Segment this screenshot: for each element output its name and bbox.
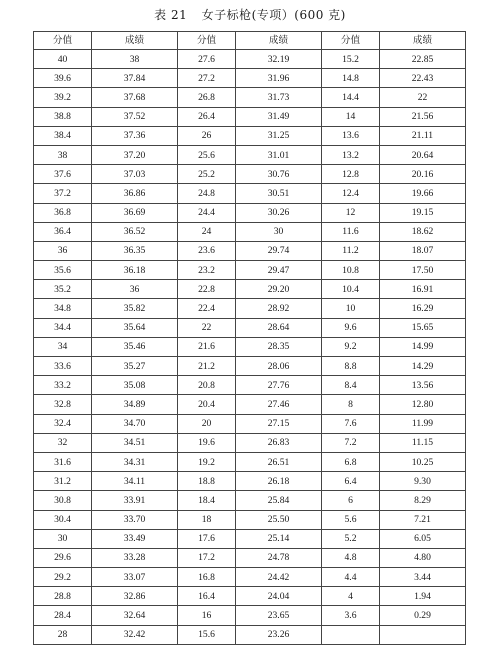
result-cell: 15.65 — [380, 318, 466, 337]
result-cell: 22.43 — [380, 69, 466, 88]
result-cell — [380, 625, 466, 644]
score-cell: 11.6 — [322, 222, 380, 241]
table-row — [34, 452, 466, 471]
result-cell: 31.01 — [236, 145, 322, 164]
result-cell: 32.19 — [236, 50, 322, 69]
score-cell: 22.4 — [178, 299, 236, 318]
score-cell: 38 — [34, 145, 92, 164]
result-cell: 34.11 — [92, 472, 178, 491]
score-cell: 26.8 — [178, 88, 236, 107]
result-cell: 10.25 — [380, 452, 466, 471]
result-cell: 36.86 — [92, 184, 178, 203]
score-cell: 39.6 — [34, 69, 92, 88]
result-cell: 21.11 — [380, 126, 466, 145]
result-cell: 31.25 — [236, 126, 322, 145]
score-cell: 33.6 — [34, 357, 92, 376]
result-cell: 25.50 — [236, 510, 322, 529]
score-cell: 27.2 — [178, 69, 236, 88]
score-cell: 30.8 — [34, 491, 92, 510]
score-cell: 31.2 — [34, 472, 92, 491]
result-cell: 30.76 — [236, 165, 322, 184]
result-cell: 35.27 — [92, 357, 178, 376]
score-cell: 24.8 — [178, 184, 236, 203]
score-cell: 24.4 — [178, 203, 236, 222]
score-cell: 18 — [178, 510, 236, 529]
score-cell: 7.2 — [322, 433, 380, 452]
result-cell: 19.66 — [380, 184, 466, 203]
result-cell: 18.62 — [380, 222, 466, 241]
result-cell: 18.07 — [380, 241, 466, 260]
score-cell: 30.4 — [34, 510, 92, 529]
result-cell: 33.49 — [92, 529, 178, 548]
score-cell: 6 — [322, 491, 380, 510]
score-cell: 20.4 — [178, 395, 236, 414]
score-cell: 28.4 — [34, 606, 92, 625]
result-cell: 31.96 — [236, 69, 322, 88]
result-cell: 35.08 — [92, 376, 178, 395]
score-cell: 9.6 — [322, 318, 380, 337]
score-cell: 34.4 — [34, 318, 92, 337]
score-cell: 21.2 — [178, 357, 236, 376]
score-cell: 10.8 — [322, 261, 380, 280]
score-cell: 4 — [322, 587, 380, 606]
result-cell: 36 — [92, 280, 178, 299]
result-cell: 20.64 — [380, 145, 466, 164]
score-cell: 4.4 — [322, 568, 380, 587]
result-cell: 6.05 — [380, 529, 466, 548]
result-cell: 34.89 — [92, 395, 178, 414]
score-cell: 4.8 — [322, 548, 380, 567]
score-cell: 36 — [34, 241, 92, 260]
score-cell — [322, 625, 380, 644]
table-row — [34, 203, 466, 222]
result-cell: 33.70 — [92, 510, 178, 529]
table-row — [34, 261, 466, 280]
score-cell: 20.8 — [178, 376, 236, 395]
score-cell: 38.4 — [34, 126, 92, 145]
header-score: 分值 — [34, 32, 92, 50]
table-row — [34, 587, 466, 606]
result-cell: 37.20 — [92, 145, 178, 164]
score-cell: 36.4 — [34, 222, 92, 241]
table-row — [34, 433, 466, 452]
table-row — [34, 69, 466, 88]
table-row — [34, 472, 466, 491]
score-cell: 12.4 — [322, 184, 380, 203]
score-cell: 24 — [178, 222, 236, 241]
score-cell: 27.6 — [178, 50, 236, 69]
table-row — [34, 107, 466, 126]
result-cell: 9.30 — [380, 472, 466, 491]
result-cell: 23.26 — [236, 625, 322, 644]
score-cell: 37.2 — [34, 184, 92, 203]
score-cell: 34 — [34, 337, 92, 356]
table-title-text: 女子标枪(专项）(600 克) — [201, 8, 346, 22]
score-cell: 25.2 — [178, 165, 236, 184]
result-cell: 33.91 — [92, 491, 178, 510]
result-cell: 28.06 — [236, 357, 322, 376]
result-cell: 27.15 — [236, 414, 322, 433]
score-cell: 36.8 — [34, 203, 92, 222]
table-row — [34, 222, 466, 241]
result-cell: 25.14 — [236, 529, 322, 548]
result-cell: 11.99 — [380, 414, 466, 433]
result-cell: 30.26 — [236, 203, 322, 222]
score-cell: 3.6 — [322, 606, 380, 625]
result-cell: 16.91 — [380, 280, 466, 299]
score-cell: 37.6 — [34, 165, 92, 184]
score-cell: 10.4 — [322, 280, 380, 299]
result-cell: 26.83 — [236, 433, 322, 452]
result-cell: 36.35 — [92, 241, 178, 260]
result-cell: 26.51 — [236, 452, 322, 471]
table-row — [34, 318, 466, 337]
table-body — [34, 50, 466, 645]
score-cell: 11.2 — [322, 241, 380, 260]
result-cell: 30.51 — [236, 184, 322, 203]
result-cell: 28.35 — [236, 337, 322, 356]
result-cell: 19.15 — [380, 203, 466, 222]
score-cell: 14.8 — [322, 69, 380, 88]
score-cell: 13.6 — [322, 126, 380, 145]
result-cell: 37.03 — [92, 165, 178, 184]
header-score: 分值 — [178, 32, 236, 50]
score-cell: 28 — [34, 625, 92, 644]
score-cell: 8.4 — [322, 376, 380, 395]
result-cell: 22.85 — [380, 50, 466, 69]
score-cell: 23.2 — [178, 261, 236, 280]
score-cell: 18.4 — [178, 491, 236, 510]
result-cell: 37.84 — [92, 69, 178, 88]
table-row — [34, 568, 466, 587]
result-cell: 34.51 — [92, 433, 178, 452]
result-cell: 29.47 — [236, 261, 322, 280]
result-cell: 23.65 — [236, 606, 322, 625]
result-cell: 28.64 — [236, 318, 322, 337]
score-cell: 32 — [34, 433, 92, 452]
result-cell: 35.64 — [92, 318, 178, 337]
score-cell: 12.8 — [322, 165, 380, 184]
result-cell: 16.29 — [380, 299, 466, 318]
score-cell: 16.8 — [178, 568, 236, 587]
result-cell: 34.70 — [92, 414, 178, 433]
score-cell: 40 — [34, 50, 92, 69]
result-cell: 13.56 — [380, 376, 466, 395]
result-cell: 37.36 — [92, 126, 178, 145]
score-cell: 30 — [34, 529, 92, 548]
page-title — [0, 6, 500, 23]
score-cell: 13.2 — [322, 145, 380, 164]
score-cell: 19.6 — [178, 433, 236, 452]
result-cell: 27.76 — [236, 376, 322, 395]
result-cell: 32.42 — [92, 625, 178, 644]
table-row — [34, 145, 466, 164]
result-cell: 36.69 — [92, 203, 178, 222]
result-cell: 20.16 — [380, 165, 466, 184]
score-cell: 17.2 — [178, 548, 236, 567]
result-cell: 38 — [92, 50, 178, 69]
result-cell: 29.20 — [236, 280, 322, 299]
result-cell: 33.28 — [92, 548, 178, 567]
score-cell: 26 — [178, 126, 236, 145]
table-row — [34, 50, 466, 69]
table-row — [34, 280, 466, 299]
score-cell: 32.8 — [34, 395, 92, 414]
header-result: 成绩 — [92, 32, 178, 50]
score-cell: 22.8 — [178, 280, 236, 299]
table-row — [34, 165, 466, 184]
score-cell: 9.2 — [322, 337, 380, 356]
score-cell: 17.6 — [178, 529, 236, 548]
header-score: 分值 — [322, 32, 380, 50]
table-row — [34, 88, 466, 107]
result-cell: 28.92 — [236, 299, 322, 318]
score-cell: 33.2 — [34, 376, 92, 395]
result-cell: 29.74 — [236, 241, 322, 260]
result-cell: 1.94 — [380, 587, 466, 606]
score-cell: 7.6 — [322, 414, 380, 433]
score-cell: 23.6 — [178, 241, 236, 260]
result-cell: 14.99 — [380, 337, 466, 356]
result-cell: 22 — [380, 88, 466, 107]
table-row — [34, 491, 466, 510]
result-cell: 30 — [236, 222, 322, 241]
result-cell: 3.44 — [380, 568, 466, 587]
table-number: 表 21 — [154, 8, 188, 22]
score-cell: 8.8 — [322, 357, 380, 376]
score-cell: 12 — [322, 203, 380, 222]
result-cell: 31.73 — [236, 88, 322, 107]
score-cell: 19.2 — [178, 452, 236, 471]
result-cell: 35.82 — [92, 299, 178, 318]
result-cell: 25.84 — [236, 491, 322, 510]
result-cell: 8.29 — [380, 491, 466, 510]
score-cell: 18.8 — [178, 472, 236, 491]
result-cell: 24.42 — [236, 568, 322, 587]
score-cell: 14.4 — [322, 88, 380, 107]
result-cell: 14.29 — [380, 357, 466, 376]
result-cell: 34.31 — [92, 452, 178, 471]
table-row — [34, 414, 466, 433]
table-row — [34, 337, 466, 356]
score-cell: 32.4 — [34, 414, 92, 433]
score-cell: 35.2 — [34, 280, 92, 299]
result-cell: 36.52 — [92, 222, 178, 241]
score-cell: 29.6 — [34, 548, 92, 567]
table-row — [34, 357, 466, 376]
result-cell: 12.80 — [380, 395, 466, 414]
score-cell: 6.4 — [322, 472, 380, 491]
result-cell: 31.49 — [236, 107, 322, 126]
score-cell: 38.8 — [34, 107, 92, 126]
score-cell: 8 — [322, 395, 380, 414]
table-row — [34, 510, 466, 529]
score-cell: 31.6 — [34, 452, 92, 471]
score-cell: 5.6 — [322, 510, 380, 529]
table-row — [34, 625, 466, 644]
header-result: 成绩 — [236, 32, 322, 50]
result-cell: 17.50 — [380, 261, 466, 280]
result-cell: 0.29 — [380, 606, 466, 625]
score-cell: 6.8 — [322, 452, 380, 471]
result-cell: 24.78 — [236, 548, 322, 567]
result-cell: 35.46 — [92, 337, 178, 356]
score-cell: 15.2 — [322, 50, 380, 69]
result-cell: 32.86 — [92, 587, 178, 606]
result-cell: 37.52 — [92, 107, 178, 126]
score-cell: 26.4 — [178, 107, 236, 126]
header-row — [34, 32, 466, 50]
table-row — [34, 184, 466, 203]
score-cell: 14 — [322, 107, 380, 126]
result-cell: 11.15 — [380, 433, 466, 452]
score-cell: 16.4 — [178, 587, 236, 606]
score-cell: 22 — [178, 318, 236, 337]
result-cell: 7.21 — [380, 510, 466, 529]
table-row — [34, 529, 466, 548]
score-cell: 5.2 — [322, 529, 380, 548]
header-result: 成绩 — [380, 32, 466, 50]
table-row — [34, 548, 466, 567]
score-cell: 21.6 — [178, 337, 236, 356]
result-cell: 21.56 — [380, 107, 466, 126]
score-cell: 34.8 — [34, 299, 92, 318]
table-row — [34, 126, 466, 145]
table-row — [34, 241, 466, 260]
score-cell: 15.6 — [178, 625, 236, 644]
score-cell: 10 — [322, 299, 380, 318]
score-cell: 28.8 — [34, 587, 92, 606]
score-table — [33, 31, 466, 645]
result-cell: 37.68 — [92, 88, 178, 107]
result-cell: 24.04 — [236, 587, 322, 606]
result-cell: 32.64 — [92, 606, 178, 625]
table-row — [34, 376, 466, 395]
table-row — [34, 395, 466, 414]
score-cell: 35.6 — [34, 261, 92, 280]
result-cell: 36.18 — [92, 261, 178, 280]
score-cell: 25.6 — [178, 145, 236, 164]
score-cell: 20 — [178, 414, 236, 433]
result-cell: 27.46 — [236, 395, 322, 414]
table-row — [34, 606, 466, 625]
result-cell: 4.80 — [380, 548, 466, 567]
table-row — [34, 299, 466, 318]
score-cell: 39.2 — [34, 88, 92, 107]
result-cell: 26.18 — [236, 472, 322, 491]
result-cell: 33.07 — [92, 568, 178, 587]
score-cell: 16 — [178, 606, 236, 625]
score-cell: 29.2 — [34, 568, 92, 587]
